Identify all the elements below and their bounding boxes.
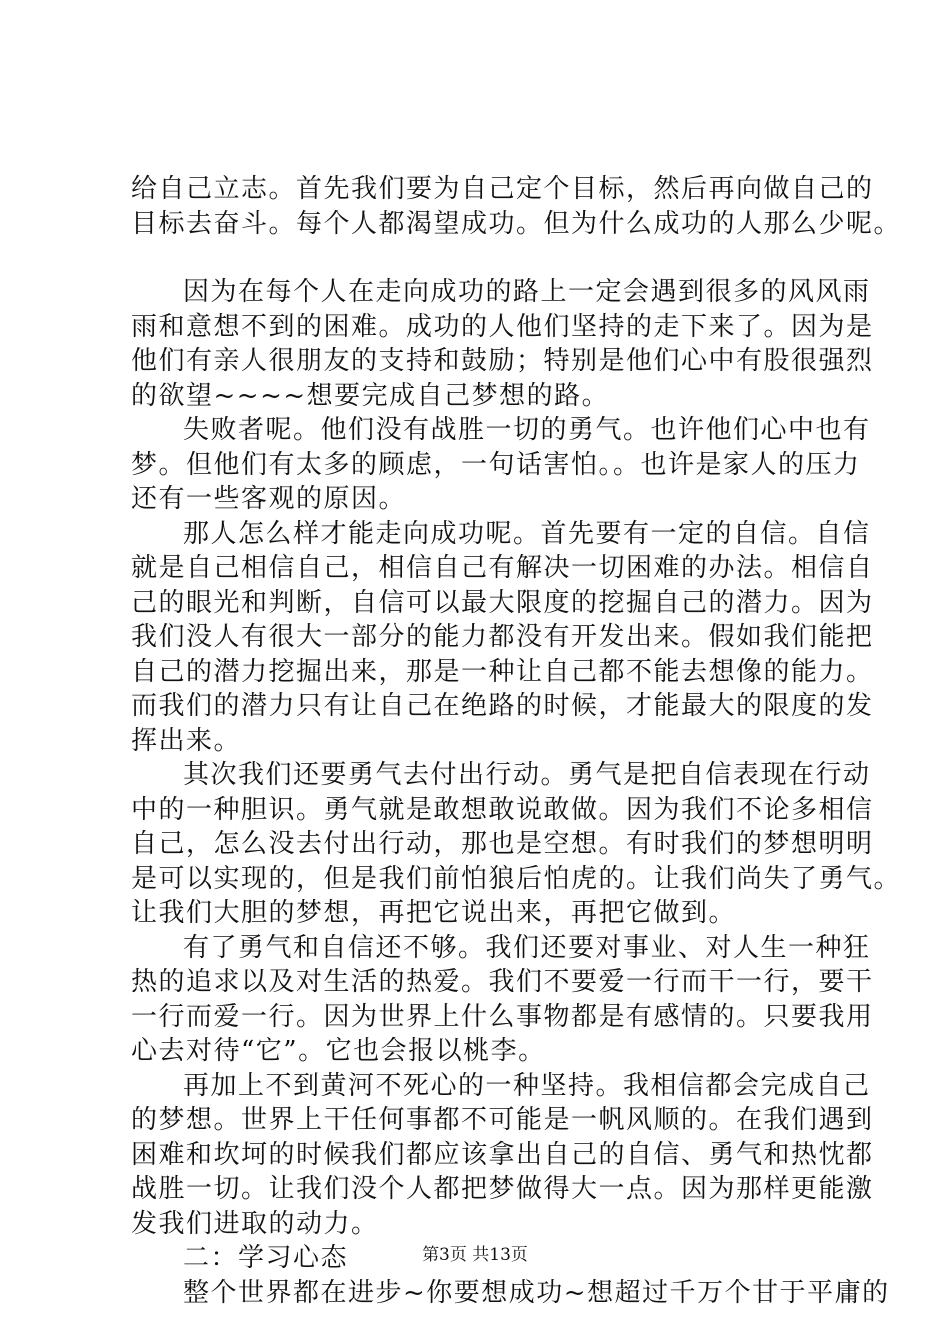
text-line: 再加上不到黄河不死心的一种坚持。我相信都会完成自己: [183, 1070, 871, 1101]
document-body: [131, 172, 902, 1310]
text-line: 自己的潜力挖掘出来，那是一种让自己都不能去想像的能力。: [131, 656, 874, 687]
text-line: 心去对待“它”。它也会报以桃李。: [131, 1036, 546, 1066]
text-line: 还有一些客观的原因。: [131, 484, 407, 514]
text-line: 中的一种胆识。勇气就是敢想敢说敢做。因为我们不论多相信: [131, 794, 874, 825]
text-line: 失败者呢。他们没有战胜一切的勇气。也许他们心中也有: [183, 415, 871, 445]
text-line: 他们有亲人很朋友的支持和鼓励；特别是他们心中有股很强烈: [131, 346, 874, 376]
text-line: 给自己立志。首先我们要为自己定个目标，然后再向做自己的: [131, 174, 874, 204]
text-line: 雨和意想不到的困难。成功的人他们坚持的走下来了。因为是: [131, 311, 874, 342]
text-line: 是可以实现的，但是我们前怕狼后怕虎的。让我们尚失了勇气。: [131, 863, 902, 894]
section-heading: 二：学习心态: [183, 1243, 349, 1273]
text-line: 目标去奋斗。每个人都渴望成功。但为什么成功的人那么少呢。: [131, 208, 902, 239]
text-line: 一行而爱一行。因为世界上什么事物都是有感情的。只要我用: [131, 1001, 874, 1032]
text-line: 有了勇气和自信还不够。我们还要对事业、对人生一种狂: [183, 932, 871, 963]
text-line: 那人怎么样才能走向成功呢。首先要有一定的自信。自信: [183, 518, 871, 549]
text-line: 让我们大胆的梦想，再把它说出来，再把它做到。: [131, 898, 737, 928]
text-line: 热的追求以及对生活的热爱。我们不要爱一行而干一行，要干: [131, 967, 874, 997]
text-line: 己的眼光和判断，自信可以最大限度的挖掘自己的潜力。因为: [131, 587, 874, 618]
text-line: 战胜一切。让我们没个人都把梦做得大一点。因为那样更能激: [131, 1174, 874, 1204]
paragraph-gap: [131, 241, 851, 275]
text-line: 其次我们还要勇气去付出行动。勇气是把自信表现在行动: [183, 760, 871, 790]
text-line: 梦。但他们有太多的顾虑，一句话害怕。。也许是家人的压力: [131, 449, 861, 480]
text-line: 困难和坎坷的时候我们都应该拿出自己的自信、勇气和热忱都: [131, 1139, 874, 1170]
text-line: 自己，怎么没去付出行动，那也是空想。有时我们的梦想明明: [131, 829, 874, 859]
text-line: 的梦想。世界上干任何事都不可能是一帆风顺的。在我们遇到: [131, 1105, 874, 1135]
text-line: 就是自己相信自己，相信自己有解决一切困难的办法。相信自: [131, 553, 874, 583]
page-number-footer: 第3页 共13页: [422, 1245, 528, 1265]
text-line: 我们没人有很大一部分的能力都没有开发出来。假如我们能把: [131, 622, 874, 652]
text-line: 而我们的潜力只有让自己在绝路的时候，才能最大的限度的发: [131, 691, 874, 721]
text-line: 发我们进取的动力。: [131, 1208, 379, 1239]
text-line: 挥出来。: [131, 725, 242, 756]
text-line: 因为在每个人在走向成功的路上一定会遇到很多的风风雨: [183, 277, 871, 307]
text-line: 的欲望~~~~想要完成自己梦想的路。: [131, 380, 610, 411]
text-line: 整个世界都在进步~你要想成功~想超过千万个甘于平庸的: [183, 1277, 890, 1308]
